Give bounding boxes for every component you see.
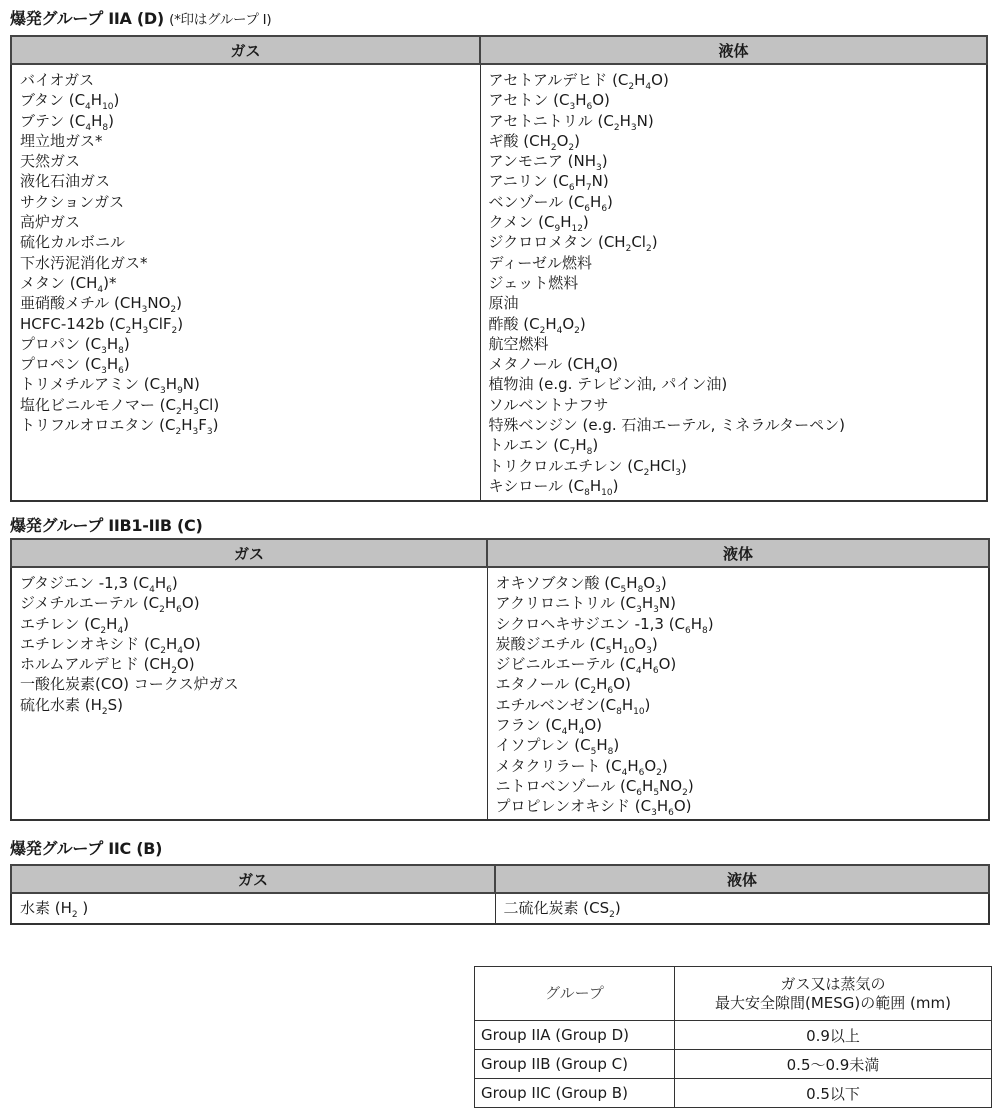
list-item: プロピレンオキシド $(C_3H_6O)$ [495, 797, 692, 819]
list-item: 原油 [488, 294, 519, 313]
list-item: 酢酸 $(C_2H_4O_2)$ [488, 314, 586, 336]
column-header-gas: ガス [11, 865, 495, 893]
list-item: ディーゼル燃料 [488, 253, 593, 272]
list-item: トルエン $(C_7H_8)$ [488, 436, 599, 458]
list-item: メタノール $(CH_4O)$ [488, 355, 619, 377]
list-item: フラン $(C_4H_4O)$ [495, 716, 603, 738]
list-item: クメン $(C_9H_{12})$ [488, 213, 589, 235]
mesg-range-table [474, 966, 992, 1108]
list-item: エタノール $(C_2H_6O)$ [495, 675, 631, 697]
list-item: アニリン $(C_6H_7N)$ [488, 172, 609, 194]
list-item: キシロール $(C_8H_{10})$ [488, 476, 619, 498]
list-item: 液化石油ガス [20, 172, 111, 191]
list-item: ブテン $(C_4H_8)$ [20, 111, 114, 133]
list-item: 埋立地ガス* [20, 131, 103, 150]
list-item: 下水汚泥消化ガス* [20, 253, 148, 272]
header-range-line2: 最大安全隙間(MESG)の範囲 (mm) [715, 993, 951, 1012]
list-item: ジメチルエーテル $(C_2H_6O)$ [20, 594, 200, 616]
list-item: アンモニア $(NH_3)$ [488, 152, 608, 174]
list-item: 二硫化炭素 $(CS_2)$ [503, 899, 621, 921]
group-cell: Group IIC (Group B) [475, 1079, 675, 1108]
liquid-list [480, 64, 987, 501]
list-item: 特殊ベンジン (e.g. 石油エーテル, ミネラルターペン) [488, 416, 846, 435]
list-item: ジビニルエーテル $(C_4H_6O)$ [495, 655, 677, 677]
section-title-text: 爆発グループ IIB1-IIB (C) [10, 516, 203, 535]
header-group [475, 967, 675, 1021]
list-item: 一酸化炭素(CO) コークス炉ガス [20, 675, 239, 694]
list-item: アセトニトリル $(C_2H_3N)$ [488, 111, 654, 133]
list-item: 炭酸ジエチル $(C_5H_{10}O_3)$ [495, 634, 658, 656]
column-header-gas: ガス [11, 36, 480, 64]
list-item: オキソブタン酸 $(C_5H_8O_3)$ [495, 574, 667, 595]
list-item: バイオガス [20, 71, 95, 89]
list-item: プロペン $(C_3H_6)$ [20, 355, 130, 377]
group-cell: Group IIA (Group D) [475, 1021, 675, 1050]
range-cell: 0.9以上 [675, 1021, 992, 1050]
group-iia-table [10, 35, 988, 502]
group-iib-table [10, 538, 990, 821]
column-header-liquid: 液体 [487, 539, 989, 567]
list-item: HCFC-142b $(C_2H_3ClF_2)$ [20, 314, 184, 336]
list-item: エチレン $(C_2H_4)$ [20, 614, 130, 636]
liquid-list [495, 893, 989, 924]
group-iic-table [10, 864, 990, 925]
list-item: 硫化水素 $(H_2S)$ [20, 695, 124, 717]
section-title-iic [10, 836, 162, 859]
list-item: メタン $(CH_4)*$ [20, 273, 117, 295]
list-item: シクロヘキサジエン -1,3 $(C_6H_8)$ [495, 614, 714, 636]
section-title-iib [10, 513, 203, 536]
gas-list [11, 64, 480, 501]
list-item: トリメチルアミン $(C_3H_9N)$ [20, 375, 200, 397]
section-title-iia [10, 6, 271, 29]
list-item: 亜硝酸メチル $(CH_3NO_2)$ [20, 294, 182, 316]
list-item: エチルベンゼン$(C_8H_{10})$ [495, 695, 651, 717]
column-header-liquid: 液体 [480, 36, 987, 64]
list-item: ベンゾール $(C_6H_6)$ [488, 192, 613, 214]
list-item: ニトロベンゾール $(C_6H_5NO_2)$ [495, 776, 694, 798]
list-item: プロパン $(C_3H_8)$ [20, 334, 130, 356]
range-cell: 0.5以下 [675, 1079, 992, 1108]
list-item: トリクロルエチレン $(C_2HCl_3)$ [488, 456, 687, 478]
list-item: 植物油 (e.g. テレビン油, パイン油) [488, 375, 728, 394]
list-item: ジェット燃料 [488, 273, 579, 292]
list-item: イソプレン $(C_5H_8)$ [495, 736, 620, 758]
table-row [475, 1079, 992, 1108]
list-item: アセトアルデヒド $(C_2H_4O)$ [488, 71, 669, 92]
liquid-list [487, 567, 989, 820]
list-item: 高炉ガス [20, 213, 81, 232]
list-item: 天然ガス [20, 152, 81, 171]
list-item: 硫化カルボニル [20, 233, 126, 252]
list-item: ソルベントナフサ [488, 395, 609, 414]
list-item: 塩化ビニルモノマー $(C_2H_3Cl)$ [20, 395, 220, 417]
list-item: トリフルオロエタン $(C_2H_3F_3)$ [20, 416, 219, 438]
list-item: 水素 ($H_2$ ) [20, 899, 89, 921]
list-item: ホルムアルデヒド $(CH_2O)$ [20, 655, 195, 677]
header-mesg-range [675, 967, 992, 1021]
group-cell: Group IIB (Group C) [475, 1050, 675, 1079]
list-item: エチレンオキシド $(C_2H_4O)$ [20, 634, 201, 656]
list-item: サクションガス [20, 192, 125, 211]
table-row [475, 1050, 992, 1079]
list-item: 航空燃料 [488, 334, 549, 353]
list-item: アセトン $(C_3H_6O)$ [488, 91, 610, 113]
range-cell: 0.5〜0.9未満 [675, 1050, 992, 1079]
list-item: ギ酸 $(CH_2O_2)$ [488, 131, 581, 153]
header-group-label: グループ [545, 984, 604, 1002]
list-item: ブタン $(C_4H_{10})$ [20, 91, 120, 113]
column-header-gas: ガス [11, 539, 487, 567]
list-item: アクリロニトリル $(C_3H_3N)$ [495, 594, 676, 616]
section-title-text: 爆発グループ IIA (D) [10, 9, 164, 28]
list-item: メタクリラート $(C_4H_6O_2)$ [495, 756, 668, 778]
list-item: ブタジエン -1,3 $(C_4H_6)$ [20, 574, 178, 595]
gas-list [11, 893, 495, 924]
section-note: (*印はグループ I) [169, 12, 272, 28]
list-item: ジクロロメタン $(CH_2Cl_2)$ [488, 233, 658, 255]
table-row [475, 1021, 992, 1050]
section-title-text: 爆発グループ IIC (B) [10, 839, 163, 858]
gas-list [11, 567, 487, 820]
column-header-liquid: 液体 [495, 865, 989, 893]
header-range-line1: ガス又は蒸気の [780, 974, 886, 993]
